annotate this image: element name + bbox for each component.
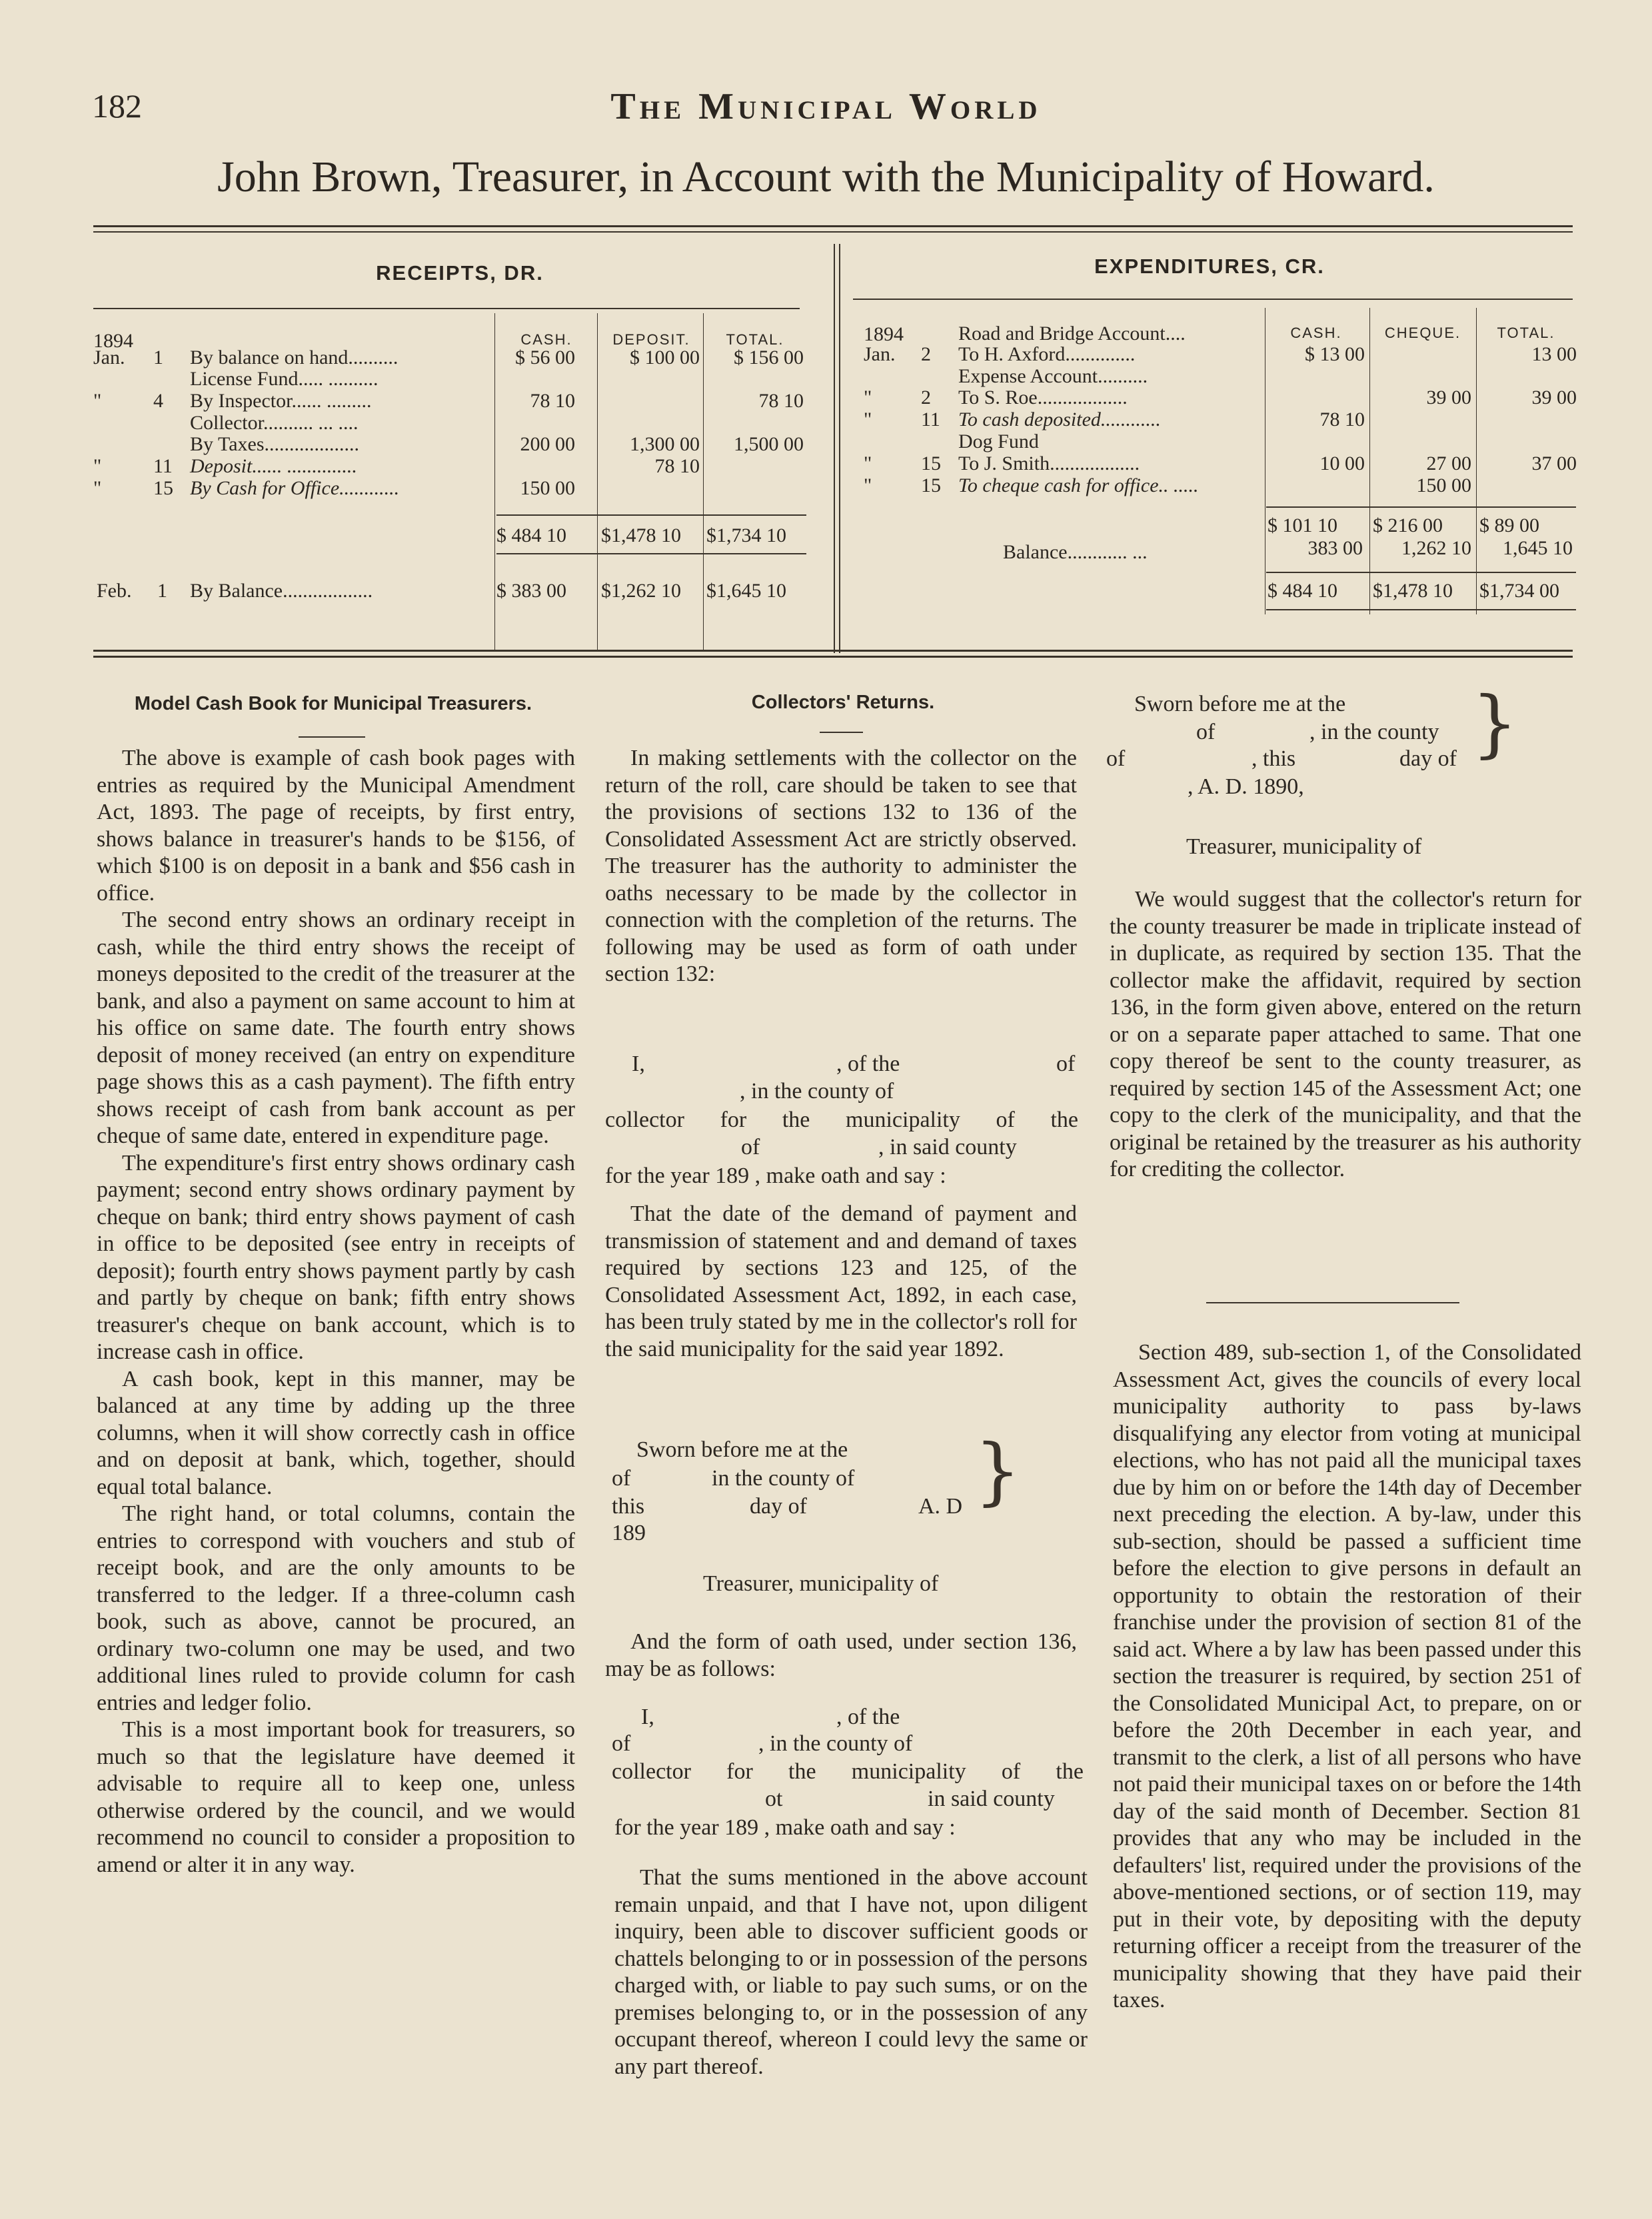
expenditures-row-desc: Road and Bridge Account.... (958, 323, 1186, 345)
col3-para1: We would suggest that the collector's return for the county treasurer be made in triplicate instead of in duplicate, as required by section 135. That the collector make the affidavit, required by section 136, in the form given above, entered on the return or on a separate paper attached to same. That one copy thereof be sent to the county treasurer, as required by section 145 of the Assessment Act; one copy to the clerk of the municipality, and that the original be retained by the treasurer as his authority for crediting the collector. (1110, 887, 1581, 1181)
receipts-feb-day: 1 (157, 580, 167, 602)
oath2-l3c: the (788, 1759, 816, 1784)
receipts-header-rule (93, 308, 800, 309)
expenditures-sum-cheque: $1,478 10 (1373, 580, 1453, 602)
ledger-divider-2 (839, 244, 840, 653)
sworn1-l2a: of (612, 1466, 631, 1491)
expenditures-title: EXPENDITURES, CR. (1094, 255, 1325, 278)
receipts-feb-cash: $ 383 00 (496, 580, 566, 602)
expenditures-sub-cheque: $ 216 00 (1373, 514, 1443, 536)
sworn2-l4: , A. D. 1890, (1188, 774, 1304, 799)
col3-para2: Section 489, sub-section 1, of the Consolidated Assessment Act, gives the councils of every local municipality authority to pass by-laws disqualifying any elector from voting at municipal elections, who has not paid all the municipal taxes due by him on or before the 14th day of December next preceding the election. A by-law, under this sub-section, should be passed a sufficient time before the election to give persons in default an opportunity to obtain the restoration of their franchise under the provision of section 81 of the said act. Where a by law has been passed under this section the treasurer is required, by section 251 of the Consolidated Municipal Act, to prepare, on or before the 20th December in each year, and transmit to the clerk, a list of all persons who have not paid their municipal taxes on or before the 14th day of the said month of December. Section 81 provides that any who may be included in the defaulters' list, required under the provisions of the above-mentioned sections, or of section 119, may put in their vote, by depositing with the deputy returning officer a receipt from the treasurer of the municipality showing that they have paid their taxes. (1113, 1340, 1581, 2012)
receipts-row-desc: License Fund..... .......... (190, 368, 379, 390)
sworn2-brace-icon: } (1471, 680, 1518, 766)
oath2-l2b: , in the county of (758, 1731, 913, 1756)
col2-intro: In making settlements with the collector on the return of the roll, care should be taken to see that the provisions of sections 132 to 136 of the Consolidated Assessment Act are strictly observed. The treasurer has the authority to administer the oaths necessary to be made by the collector in connection with the completion of the returns. The following may be used as form of oath under section 132: (605, 746, 1077, 986)
col1-heading-rule (299, 736, 365, 738)
receipts-row-day: 11 (153, 455, 173, 477)
expenditures-row-total: 37 00 (1531, 452, 1577, 474)
receipts-row-cash: 150 00 (520, 477, 575, 499)
receipts-row-desc: Collector.......... ... .... (190, 412, 359, 434)
expenditures-col-cheque: CHEQUE. (1384, 325, 1461, 341)
expenditures-row-month: " (864, 452, 872, 474)
expenditures-sum-rule (1266, 572, 1576, 573)
receipts-row-month: " (93, 390, 102, 412)
oath1-l3d: municipality (846, 1108, 960, 1132)
expenditures-vline-2 (1369, 308, 1370, 614)
col1-paragraph: The expenditure's first entry shows ordinary cash payment; second entry shows ordinary payment by cheque on bank; third entry shows payment of cash in office to be deposited (see entry in receipts of deposit); fourth entry shows payment partly by cash and partly by cheque on bank; fifth entry shows treasurer's cheque on bank account, which is to increase cash in office. (97, 1150, 575, 1364)
expenditures-row-cash: 10 00 (1319, 452, 1365, 474)
expenditures-row-desc: To S. Roe.................. (958, 386, 1128, 408)
sworn2-l2a: of (1196, 720, 1216, 744)
expenditures-row-desc: To H. Axford.............. (958, 343, 1136, 365)
receipts-row-desc: By Taxes................... (190, 433, 360, 455)
treasurer1: Treasurer, municipality of (703, 1571, 939, 1596)
ledger-bottom-rule-2 (93, 656, 1573, 658)
sworn1-brace-icon: } (974, 1428, 1021, 1513)
document-title: John Brown, Treasurer, in Account with the Municipality of Howard. (217, 153, 1435, 201)
oath2-l4b: in said county (928, 1787, 1055, 1811)
expenditures-header-rule (853, 299, 1573, 300)
expenditures-row-desc: Expense Account.......... (958, 365, 1148, 387)
oath2-l5: for the year 189 , make oath and say : (614, 1815, 956, 1840)
col1-paragraph: A cash book, kept in this manner, may be balanced at any time by adding up the three columns, when it will show correctly cash in office and on deposit at bank, which, together, should equal total balance. (97, 1366, 575, 1499)
expenditures-row-desc: To cheque cash for office.. ..... (958, 474, 1199, 496)
receipts-row-desc: By balance on hand.......... (190, 347, 399, 369)
receipts-row-deposit: 1,300 00 (630, 433, 700, 455)
receipts-row-day: 1 (153, 347, 163, 369)
receipts-row-deposit: $ 100 00 (630, 347, 700, 369)
sworn1-l1: Sworn before me at the (636, 1437, 848, 1462)
col3-separator-rule (1206, 1302, 1459, 1303)
sworn1-l3b: day of (750, 1494, 807, 1519)
sworn2-l3b: , this (1251, 746, 1296, 771)
expenditures-sum-total: $1,734 00 (1479, 580, 1559, 602)
expenditures-balance-label: Balance............ ... (1003, 541, 1148, 563)
oath2-l3 (612, 1759, 1084, 1785)
receipts-row-month: " (93, 455, 102, 477)
oath1-l3 (605, 1108, 1078, 1133)
col2-para4: That the sums mentioned in the above account remain unpaid, and that I have not, upon diligent inquiry, been able to discover sufficient goods or chattels belonging to or in possession of the persons charged with, or liable to pay such sums, or on the premises belonging to, or in the possession of any occupant thereof, whereon I could levy the same or any part thereof. (614, 1865, 1088, 2079)
receipts-sum-total: $1,734 10 (706, 524, 786, 546)
receipts-vline-3 (703, 313, 704, 652)
expenditures-year: 1894 (864, 323, 904, 345)
receipts-row-cash: 78 10 (530, 390, 575, 412)
sworn2-l3a: of (1106, 746, 1126, 771)
col2-heading-rule (820, 732, 863, 733)
oath2-l3a: collector (612, 1759, 691, 1784)
receipts-feb-total: $1,645 10 (706, 580, 786, 602)
receipts-row-desc: By Cash for Office............ (190, 477, 400, 499)
col1-paragraph: This is a most important book for treasurers, so much so that the legislature have deemed it advisable to require all to keep one, unless otherwise ordered by the council, and we would recommend no council to consider a proposition to amend or alter it in any way. (97, 1717, 575, 1877)
expenditures-row-month: Jan. (864, 343, 896, 365)
expenditures-row-day: 15 (921, 474, 941, 496)
receipts-row-day: 4 (153, 390, 163, 412)
sworn1-l3a: this (612, 1494, 645, 1519)
oath1-l2: , in the county of (740, 1079, 894, 1104)
col1-heading: Model Cash Book for Municipal Treasurers. (134, 693, 532, 714)
col1-paragraph: The above is example of cash book pages with entries as required by the Municipal Amendment Act, 1893. The page of receipts, by first entry, shows balance in treasurer's hands to be $156, of which $100 is on deposit in a bank and $56 cash in office. (97, 746, 575, 906)
receipts-col-total: TOTAL. (726, 331, 784, 348)
expenditures-sub-rule (1266, 506, 1576, 508)
oath1-l5: for the year 189 , make oath and say : (605, 1163, 946, 1188)
receipts-row-month: " (93, 477, 102, 499)
top-rule (93, 225, 1573, 227)
oath1-l1a: I, (632, 1052, 645, 1076)
expenditures-sum-rule-2 (1266, 609, 1576, 610)
expenditures-row-desc: Dog Fund (958, 430, 1039, 452)
expenditures-row-cheque: 27 00 (1426, 452, 1471, 474)
receipts-row-cash: 200 00 (520, 433, 575, 455)
expenditures-row-cash: $ 13 00 (1305, 343, 1365, 365)
expenditures-row-month: " (864, 408, 872, 430)
expenditures-row-day: 11 (921, 408, 940, 430)
col1-body (97, 745, 575, 1878)
receipts-col-deposit: DEPOSIT. (612, 331, 690, 348)
receipts-row-day: 15 (153, 477, 173, 499)
oath1-l3c: the (782, 1108, 810, 1132)
receipts-sum-deposit: $1,478 10 (601, 524, 681, 546)
receipts-row-total: 1,500 00 (734, 433, 804, 455)
treasurer2: Treasurer, municipality of (1186, 834, 1422, 859)
expenditures-row-month: " (864, 386, 872, 408)
receipts-feb-month: Feb. (97, 580, 132, 602)
oath2-l3e: of (1001, 1759, 1021, 1784)
oath1-l4b: , in said county (878, 1135, 1017, 1159)
ledger-bottom-rule (93, 650, 1573, 652)
expenditures-row-cheque: 150 00 (1416, 474, 1471, 496)
receipts-sum-cash: $ 484 10 (496, 524, 566, 546)
col1-paragraph: The second entry shows an ordinary receipt in cash, while the third entry shows the receipt of moneys deposited to the credit of the treasurer at the bank, and also a payment on same account to him at his office on same date. The fourth entry shows deposit of money received (an entry on expenditure page shows this as a cash payment). The fifth entry shows receipt of cash from bank account as per cheque of same date, entered in expenditure page. (97, 908, 575, 1148)
oath1-l1b: , of the (836, 1052, 900, 1076)
expenditures-row-day: 2 (921, 343, 931, 365)
expenditures-row-day: 2 (921, 386, 931, 408)
receipts-col-cash: CASH. (520, 331, 572, 348)
receipts-feb-deposit: $1,262 10 (601, 580, 681, 602)
oath1-l1c: of (1056, 1052, 1076, 1076)
oath2-l3d: municipality (851, 1759, 966, 1784)
oath1-l3e: of (996, 1108, 1015, 1132)
expenditures-bal-cash: 383 00 (1307, 537, 1363, 559)
expenditures-vline-3 (1476, 308, 1477, 614)
expenditures-sub-total: $ 89 00 (1479, 514, 1539, 536)
expenditures-bal-total: 1,645 10 (1503, 537, 1573, 559)
sworn2-l1: Sworn before me at the (1134, 692, 1346, 716)
top-rule-thin (93, 231, 1573, 233)
receipts-row-cash: $ 56 00 (515, 347, 575, 369)
expenditures-bal-cheque: 1,262 10 (1401, 537, 1471, 559)
journal-title: The Municipal World (610, 86, 1042, 127)
col2-para3: And the form of oath used, under section 136, may be as follows: (605, 1629, 1077, 1681)
receipts-year: 1894 (93, 330, 133, 352)
col2-para2: That the date of the demand of payment and transmission of statement and and demand of taxes required by sections 123 and 125, of the Consolidated Assessment Act, 1892, in each case, has been truly stated by me in the collector's roll for the said municipality for the said year 1892. (605, 1201, 1077, 1361)
col1-paragraph: The right hand, or total columns, contain the entries to correspond with vouchers and stub of receipt book, and are the only amounts to be transferred to the ledger. If a three-column cash book, such as above, cannot be procured, an ordinary two-column one may be used, and two additional lines ruled to provide column for cash entries and ledger folio. (97, 1501, 575, 1715)
oath1-l3a: collector (605, 1108, 684, 1132)
expenditures-row-day: 15 (921, 452, 941, 474)
receipts-row-total: $ 156 00 (734, 347, 804, 369)
expenditures-col-total: TOTAL. (1497, 325, 1555, 341)
expenditures-sub-cash: $ 101 10 (1267, 514, 1337, 536)
sworn2-l2b: , in the county (1309, 720, 1439, 744)
receipts-row-total: 78 10 (758, 390, 804, 412)
sworn1-l4: 189 (612, 1521, 646, 1545)
oath1-l3f: the (1050, 1108, 1078, 1132)
page-number: 182 (92, 87, 142, 125)
receipts-vline-1 (494, 313, 495, 652)
receipts-vline-2 (597, 313, 598, 652)
receipts-row-desc: Deposit...... .............. (190, 455, 357, 477)
sworn2-l3c: day of (1399, 746, 1457, 771)
receipts-title: RECEIPTS, DR. (376, 261, 544, 285)
expenditures-col-cash: CASH. (1290, 325, 1342, 341)
oath2-l1b: , of the (836, 1705, 900, 1729)
expenditures-sum-cash: $ 484 10 (1267, 580, 1337, 602)
expenditures-row-cash: 78 10 (1319, 408, 1365, 430)
oath2-l4a: ot (765, 1787, 783, 1811)
receipts-row-month: Jan. (93, 347, 125, 369)
oath2-l2a: of (612, 1731, 631, 1756)
receipts-row-desc: By Inspector...... ......... (190, 390, 372, 412)
expenditures-row-total: 39 00 (1531, 386, 1577, 408)
ledger-divider (834, 244, 835, 653)
oath1-l3b: for (720, 1108, 747, 1132)
sworn1-l3c: A. D (918, 1494, 963, 1519)
oath1-l4a: of (741, 1135, 760, 1159)
expenditures-row-desc: To J. Smith.................. (958, 452, 1140, 474)
expenditures-row-desc: To cash deposited............ (958, 408, 1161, 430)
receipts-sum-rule-2 (496, 553, 806, 554)
sworn1-l2b: in the county of (712, 1466, 855, 1491)
expenditures-row-month: " (864, 474, 872, 496)
col2-heading: Collectors' Returns. (751, 692, 935, 713)
receipts-feb-desc: By Balance.................. (190, 580, 373, 602)
oath2-l3f: the (1056, 1759, 1084, 1784)
receipts-sum-rule (496, 514, 806, 516)
receipts-row-deposit: 78 10 (654, 455, 700, 477)
oath2-l3b: for (726, 1759, 753, 1784)
oath2-l1a: I, (641, 1705, 654, 1729)
expenditures-row-total: 13 00 (1531, 343, 1577, 365)
expenditures-row-cheque: 39 00 (1426, 386, 1471, 408)
